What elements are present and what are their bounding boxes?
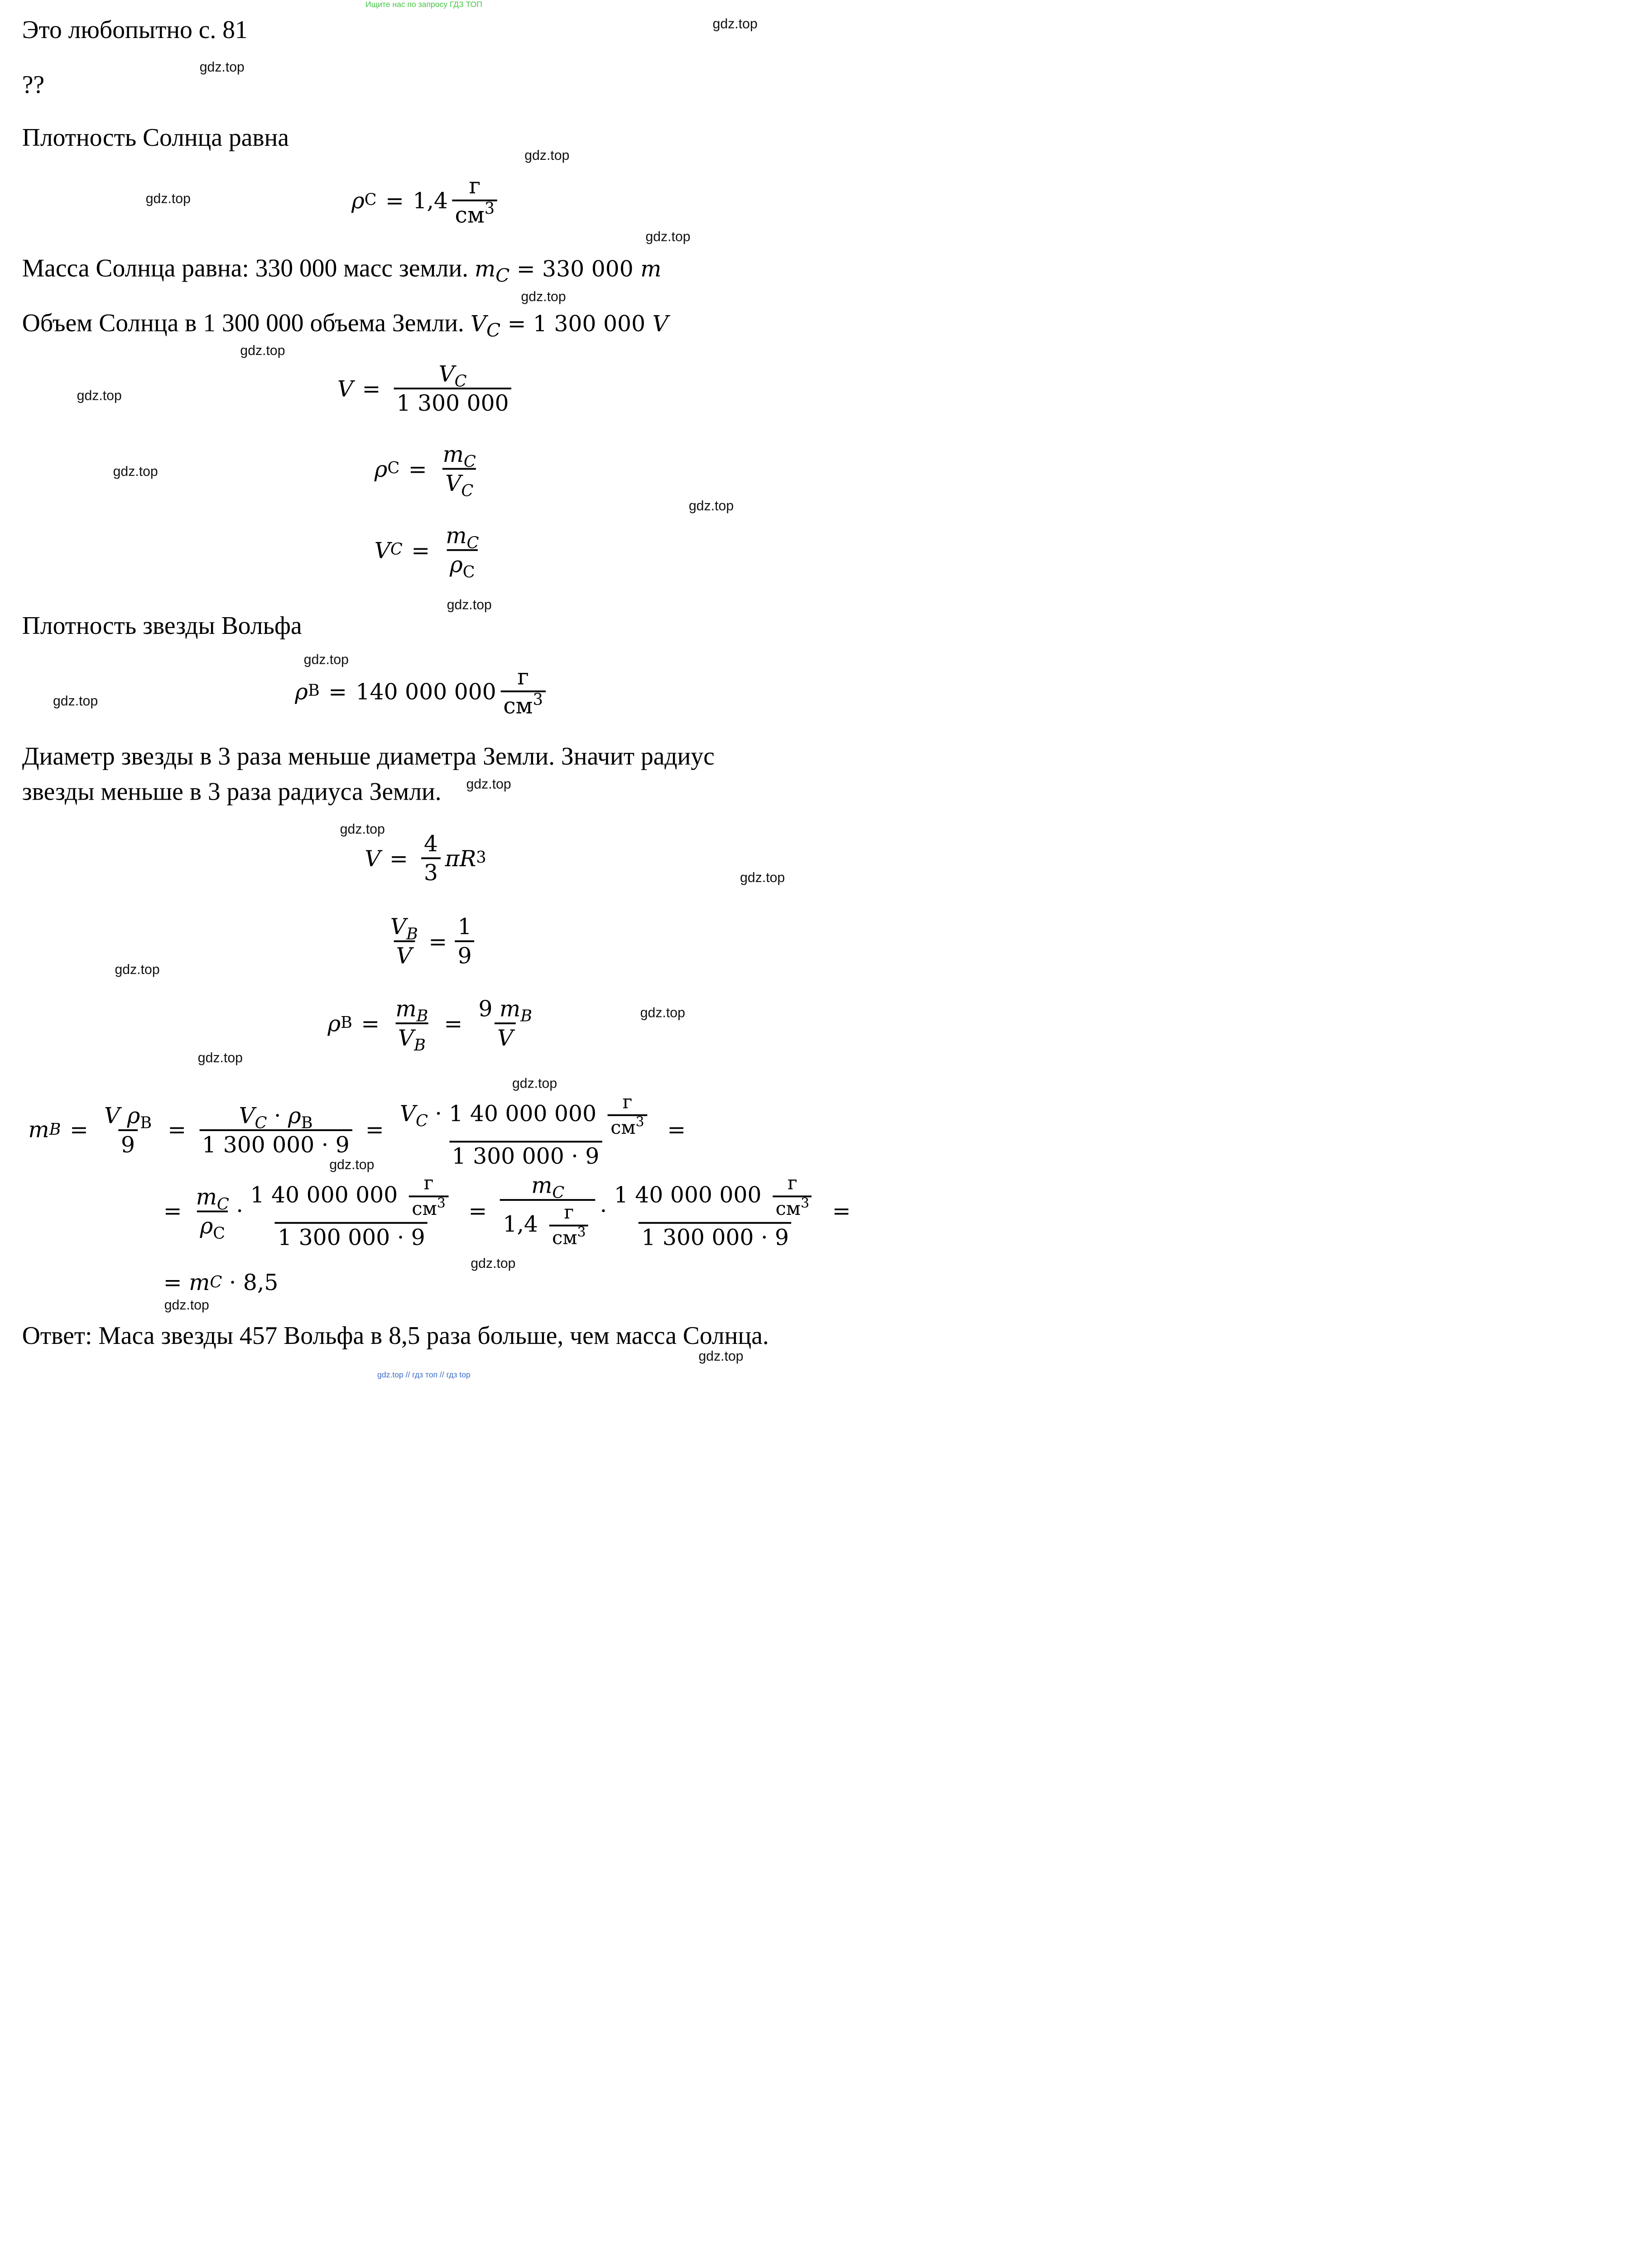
heading: Это любопытно с. 81	[22, 17, 248, 44]
watermark: gdz.top	[115, 962, 160, 978]
watermark: gdz.top	[447, 598, 492, 613]
top-notice[interactable]: Ищите нас по запросу ГДЗ ТОП	[365, 0, 482, 9]
sun-mass-line: Масса Солнца равна: 330 000 масс земли. $m_C = 330$ 000 m	[22, 255, 662, 286]
watermark: gdz.top	[197, 1050, 243, 1066]
formula-sun-density-def: ρ С = $\frac{m_C}{V_C}$	[374, 441, 476, 501]
watermark: gdz.top	[329, 1157, 375, 1173]
formula-volume-ratio: $\frac{V_B}{V}$ = $\frac{1}{9}$	[383, 916, 479, 967]
watermark: gdz.top	[303, 652, 349, 668]
watermark: gdz.top	[77, 389, 122, 404]
watermark: gdz.top	[53, 694, 98, 709]
formula-wolf-mass-result: = m C · 8,5	[163, 1270, 279, 1295]
sun-volume-line: Объем Солнца в 1 300 000 объема Земли. $V_C = 1$ 300 000 V	[22, 310, 668, 341]
formula-sun-volume-def: V C = $\frac{m_C}{\rho_С}$	[374, 523, 479, 582]
diameter-text-line-2: звезды меньше в 3 раза радиуса Земли.	[22, 778, 442, 806]
wolf-density-label: Плотность звезды Вольфа	[22, 613, 302, 640]
watermark: gdz.top	[199, 60, 245, 75]
formula-sun-density: ρ С = 1,4 $\frac{г}{см^3}$	[351, 175, 502, 226]
watermark: gdz.top	[689, 499, 734, 514]
watermark: gdz.top	[164, 1298, 209, 1313]
formula-earth-volume: V = $\frac{V_C}{1 300 000}$	[337, 363, 516, 414]
watermark: gdz.top	[645, 230, 691, 245]
watermark: gdz.top	[340, 822, 385, 837]
watermark: gdz.top	[712, 17, 758, 32]
watermark: gdz.top	[512, 1076, 557, 1092]
watermark: gdz.top	[145, 192, 191, 207]
formula-wolf-mass-step-1: m B = $\frac{V \rho_В}{9}$ = $\frac{V_C \cdot \rho_В}{1 300 000 \cdot 9}$ = $V_C \cdot 1$ 40 000 000 $\frac{г}{см^3}$ 1 300 000 · 9 =	[28, 1091, 686, 1169]
formula-sphere-volume: V = $\frac{4}{3}$ πR 3	[365, 830, 486, 886]
formula-wolf-mass-step-2: = $\frac{m_C}{\rho_С}$ · 1 40 000 000 $\frac{г}{см^3}$ 1 300 000 · 9 = $m_C$ 1,4 $\frac{г}{см^3}$ · 1 40 000 000 $\frac{г}{см^3}$ 1 300 000 · 9 =	[163, 1172, 851, 1250]
watermark: gdz.top	[524, 148, 570, 163]
watermark: gdz.top	[466, 777, 511, 792]
watermark: gdz.top	[471, 1256, 516, 1271]
watermark: gdz.top	[640, 1006, 685, 1021]
watermark: gdz.top	[113, 464, 158, 480]
watermark: gdz.top	[740, 870, 785, 886]
sun-density-label: Плотность Солнца равна	[22, 124, 289, 152]
watermark: gdz.top	[521, 289, 566, 305]
answer-line: Ответ: Маса звезды 457 Вольфа в 8,5 раза больше, чем масса Солнца.	[22, 1323, 769, 1350]
diameter-text-line-1: Диаметр звезды в 3 раза меньше диаметра Земли. Значит радиус	[22, 743, 715, 771]
formula-wolf-density: ρ В = 140 000 000 $\frac{г}{см^3}$	[295, 666, 550, 717]
question-marks: ??	[22, 71, 45, 99]
watermark: gdz.top	[240, 343, 285, 359]
formula-wolf-density-def: ρ В = $\frac{m_B}{V_B}$ = $\frac{9 m_B}{V}$	[327, 996, 533, 1055]
bottom-notice[interactable]: gdz.top // гдз топ // гдз top	[377, 1370, 471, 1379]
watermark: gdz.top	[698, 1349, 744, 1364]
